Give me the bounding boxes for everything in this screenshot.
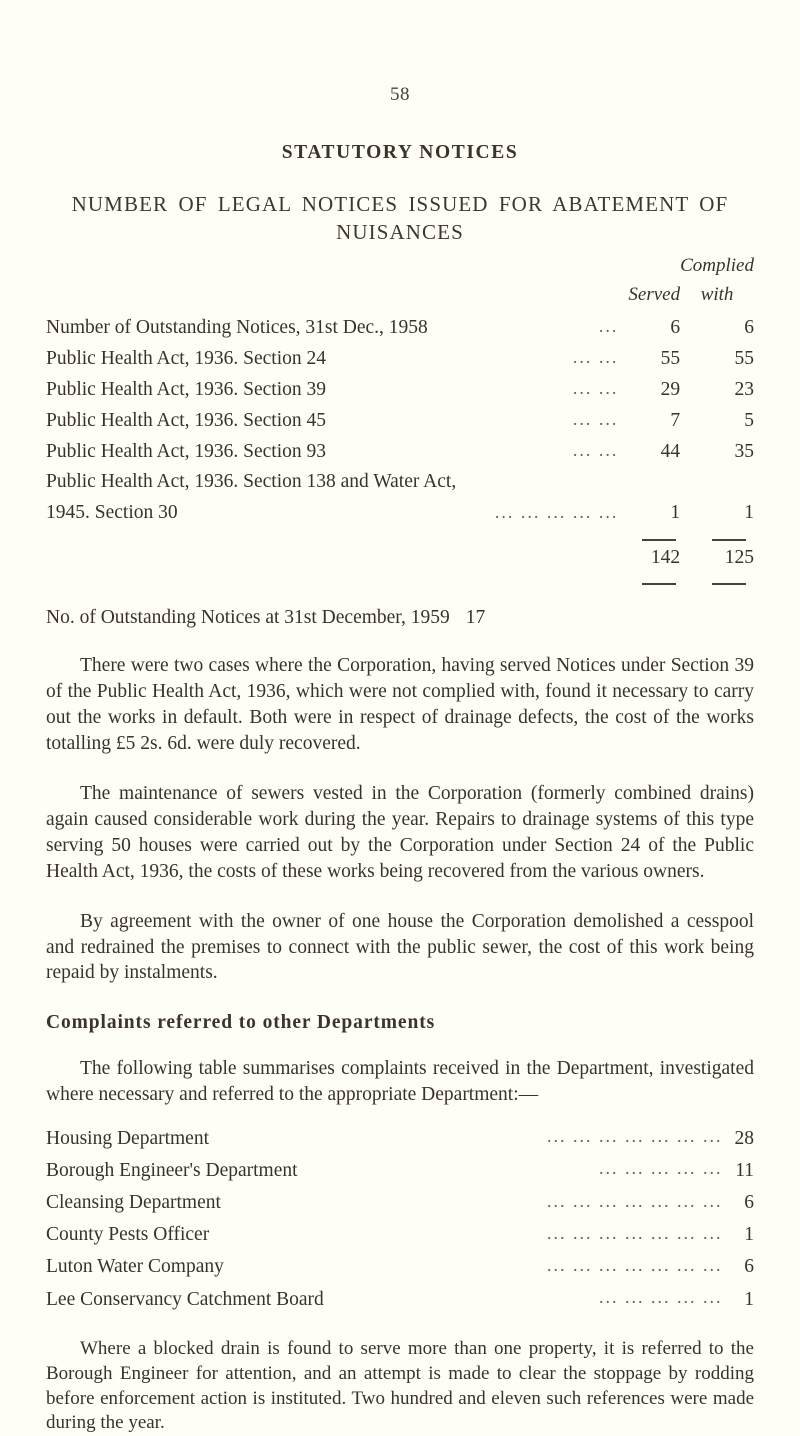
totals-rule-complied-top: [680, 529, 754, 541]
table-header-row: [46, 251, 754, 312]
column-header-complied-sub: with: [700, 284, 734, 306]
paragraph-complaints-intro: The following table summarises complaints received in the Department, investigated where necessary and referred to the appropriate Department:—: [46, 1058, 754, 1106]
row-leader-dots: ... ...: [572, 440, 619, 461]
department-count: 1: [744, 1288, 754, 1310]
row-leader-dots: ...: [598, 315, 619, 336]
totals-spacer: [428, 541, 629, 573]
totals-spacer: [46, 541, 428, 573]
department-label: County Pests Officer: [46, 1224, 210, 1246]
row-complied-value: 55: [734, 347, 754, 369]
statutory-notices-table: [46, 251, 754, 586]
table-row: [46, 374, 754, 405]
row-label: Number of Outstanding Notices, 31st Dec., 1958: [46, 316, 428, 338]
page-subtitle: [46, 190, 754, 247]
table-row: [46, 343, 754, 374]
rule-spacer: [428, 529, 629, 541]
header-spacer: [46, 251, 428, 312]
header-spacer-leaders: [428, 251, 629, 312]
row-served-value: 55: [660, 347, 681, 369]
department-leader-dots: ... ... ... ... ...: [599, 1158, 723, 1179]
row-leader-dots: ... ... ... ... ...: [494, 501, 619, 522]
paragraph-sewer-maintenance: The maintenance of sewers vested in the Corporation (formerly combined drains) again caused considerable work during the year. Repairs to drainage systems of this type serving 50 houses were carried out by the Corporation under Section 24 of the Public Health Act, 1936, the costs of these works being recovered from the various owners.: [46, 782, 754, 882]
list-item: [46, 1187, 754, 1219]
row-label-line-2: 1945. Section 30: [46, 502, 178, 524]
row-complied-value: 23: [734, 378, 754, 400]
table-row: [46, 312, 754, 343]
department-leader-dots: ... ... ... ... ... ... ...: [547, 1190, 723, 1211]
table-row: [46, 436, 754, 467]
paragraph-blocked-drain-procedure: Where a blocked drain is found to serve more than one property, it is referred to the Borough Engineer for attention, and an attempt is made to clear the stoppage by rodding before enforcement action is instituted. Two hundred and eleven such references were made during the year.: [46, 1338, 754, 1434]
row-served-value: 44: [660, 440, 681, 462]
column-header-complied: [680, 251, 754, 312]
department-label: Luton Water Company: [46, 1256, 224, 1278]
outstanding-notices-value: 17: [465, 607, 486, 629]
list-item: [46, 1154, 754, 1186]
list-item: [46, 1122, 754, 1154]
department-leader-dots: ... ... ... ... ... ... ...: [547, 1126, 723, 1147]
row-leader-dots: ... ...: [572, 378, 619, 399]
row-complied-value: 35: [734, 440, 754, 462]
list-item: [46, 1283, 754, 1315]
list-item: [46, 1251, 754, 1283]
row-label: Public Health Act, 1936. Section 39: [46, 378, 327, 400]
page-number: 58: [390, 84, 410, 105]
row-served-value: 29: [660, 378, 681, 400]
row-label: Public Health Act, 1936. Section 24: [46, 347, 327, 369]
row-complied-value: 6: [744, 316, 754, 338]
table-row: [46, 405, 754, 436]
totals-rule-served-top: [628, 529, 680, 541]
total-complied-value: 125: [724, 546, 754, 568]
department-leader-dots: ... ... ... ... ... ... ...: [547, 1254, 723, 1275]
row-label: Public Health Act, 1936. Section 93: [46, 440, 327, 462]
subtitle-line-1: NUMBER OF LEGAL NOTICES ISSUED FOR ABATEMENT OF: [71, 192, 729, 216]
row-leader-dots: ... ...: [572, 347, 619, 368]
department-count: 6: [744, 1192, 754, 1214]
department-label: Housing Department: [46, 1127, 210, 1149]
totals-top-rule-row: [46, 529, 754, 541]
totals-row: [46, 541, 754, 573]
row-label-line-1: Public Health Act, 1936. Section 138 and Water Act,: [46, 471, 457, 493]
row-complied-value: 1: [744, 502, 754, 524]
rule-spacer: [46, 573, 428, 585]
department-count: 1: [744, 1224, 754, 1246]
list-item: [46, 1219, 754, 1251]
column-header-complied-main: Complied: [680, 254, 754, 276]
paragraph-cesspool-demolition: By agreement with the owner of one house the Corporation demolished a cesspool and redrained the premises to connect with the public sewer, the cost of this work being repaid by instalments.: [46, 910, 754, 984]
row-leader-dots: ... ...: [572, 409, 619, 430]
complaints-departments-table: [46, 1122, 754, 1315]
outstanding-notices-line: [46, 607, 754, 629]
department-count: 28: [734, 1127, 754, 1149]
row-served-value: 6: [670, 316, 681, 338]
rule-spacer: [428, 573, 629, 585]
totals-rule-complied-bottom: [680, 573, 754, 585]
outstanding-notices-label: No. of Outstanding Notices at 31st December, 1959: [46, 607, 450, 629]
page-title: STATUTORY NOTICES: [281, 142, 519, 163]
department-label: Cleansing Department: [46, 1192, 221, 1214]
department-leader-dots: ... ... ... ... ...: [599, 1286, 723, 1307]
rule-spacer: [46, 529, 428, 541]
department-count: 6: [744, 1256, 754, 1278]
department-leader-dots: ... ... ... ... ... ... ...: [547, 1222, 723, 1243]
column-header-served: Served: [628, 284, 681, 306]
table-row-wrapped-first-line: [46, 467, 754, 497]
row-served-value: 7: [670, 409, 681, 431]
row-label: Public Health Act, 1936. Section 45: [46, 409, 327, 431]
totals-bottom-rule-row: [46, 573, 754, 585]
row-complied-value: 5: [744, 409, 754, 431]
department-label: Lee Conservancy Catchment Board: [46, 1288, 324, 1310]
department-count: 11: [735, 1159, 754, 1181]
section-heading-complaints: Complaints referred to other Departments: [46, 1012, 436, 1034]
row-served-value: 1: [670, 502, 681, 524]
paragraph-default-works: There were two cases where the Corporation, having served Notices under Section 39 of the Public Health Act, 1936, which were not complied with, found it necessary to carry out the works in default. Both were in respect of drainage defects, the cost of the works totalling £5 2s. 6d. were duly recovered.: [46, 655, 754, 754]
table-row-wrapped-second-line: [46, 498, 754, 529]
subtitle-line-2: NUISANCES: [336, 220, 464, 245]
total-served-value: 142: [650, 546, 681, 568]
department-label: Borough Engineer's Department: [46, 1159, 298, 1181]
totals-rule-served-bottom: [628, 573, 680, 585]
